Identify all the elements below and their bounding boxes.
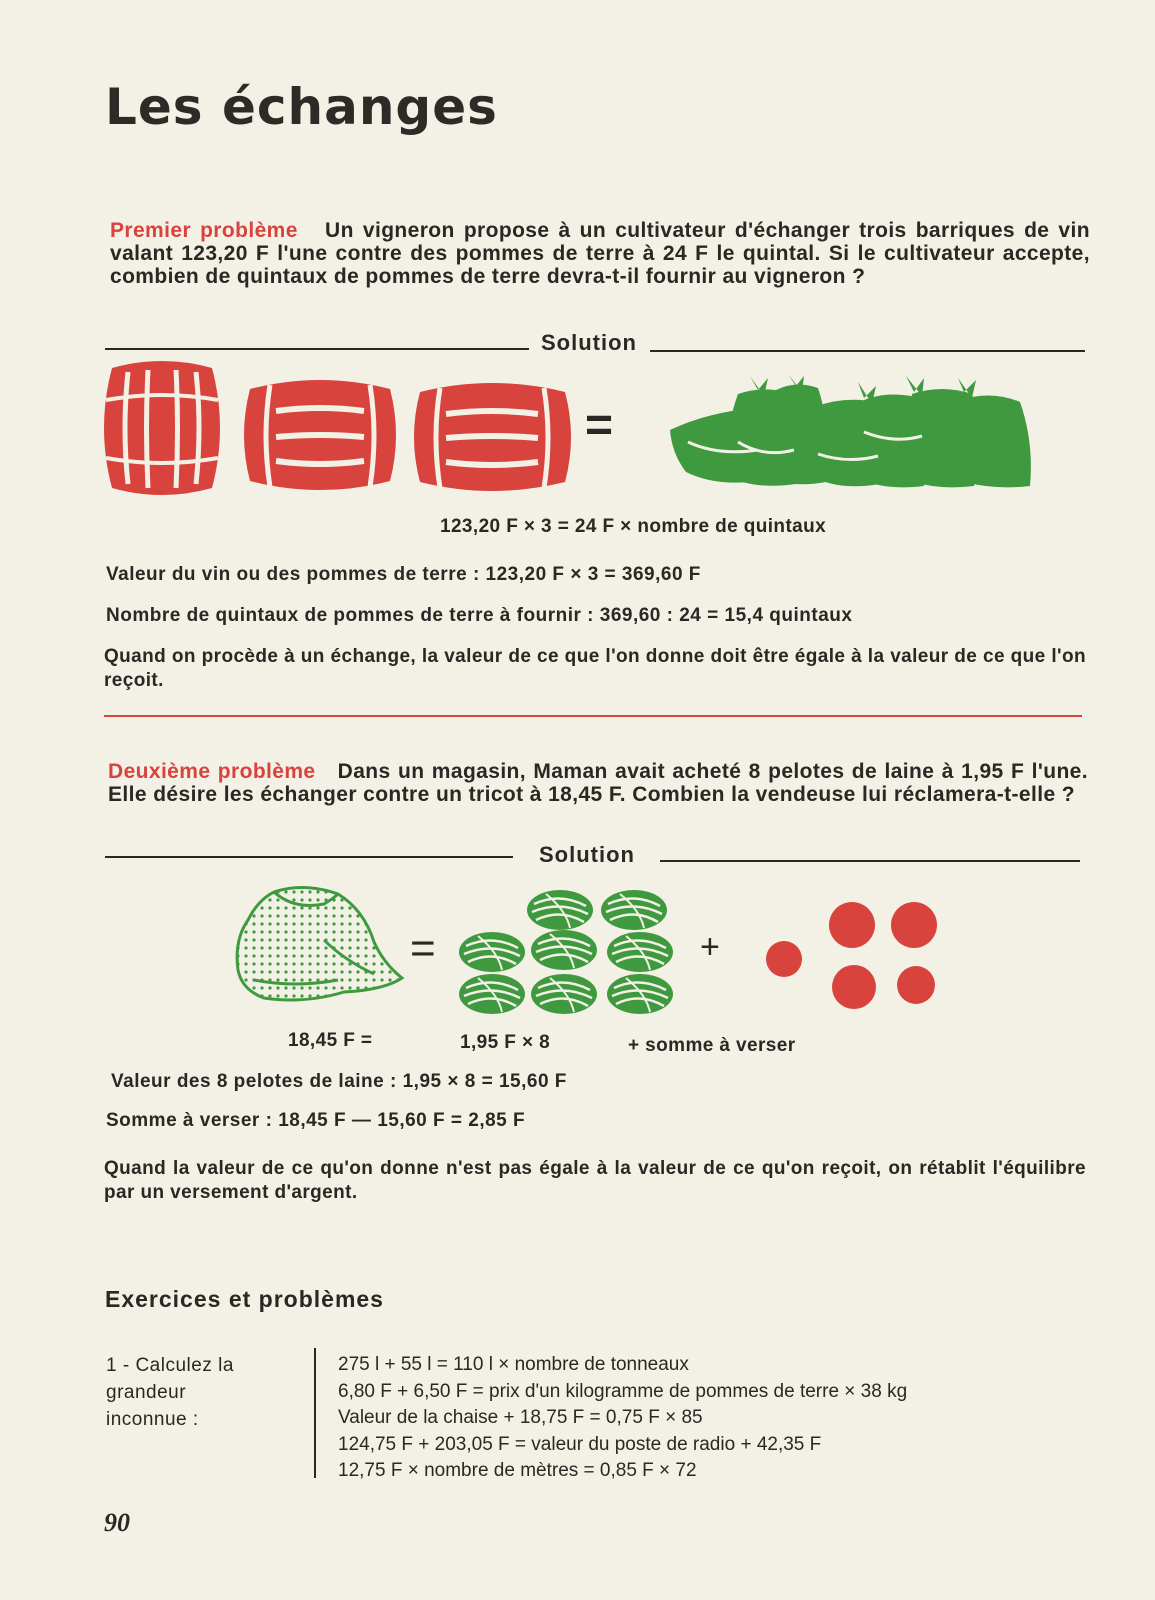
- equals-sign: =: [585, 399, 614, 452]
- exercise-item: 275 l + 55 l = 110 l × nombre de tonneaux: [338, 1354, 689, 1375]
- problem1-rule: Quand on procède à un échange, la valeur de ce que l'on donne doit être égale à la valeur de ce que l'on reçoit.: [104, 646, 1086, 691]
- coin-icon: [832, 965, 876, 1009]
- problem2-line1: Valeur des 8 pelotes de laine : 1,95 × 8 = 15,60 F: [111, 1071, 567, 1092]
- problem2-line2: Somme à verser : 18,45 F — 15,60 F = 2,85 F: [106, 1110, 526, 1131]
- exercise-item: 124,75 F + 203,05 F = valeur du poste de radio + 42,35 F: [338, 1433, 822, 1455]
- coins: [760, 895, 950, 1015]
- exercise1-label: 1 - Calculez la grandeur inconnue :: [106, 1355, 234, 1430]
- yarn-balls: [456, 888, 686, 1018]
- yarn-ball-icon: [531, 974, 597, 1014]
- yarn-ball-icon: [459, 932, 525, 972]
- problem1-caption: 123,20 F × 3 = 24 F × nombre de quintaux: [440, 516, 827, 537]
- problem1-line1: Valeur du vin ou des pommes de terre : 123,20 F × 3 = 369,60 F: [106, 564, 701, 585]
- problem2-solution-label: Solution: [539, 842, 635, 867]
- exercise-item: 6,80 F + 6,50 F = prix d'un kilogramme de pommes de terre × 38 kg: [338, 1380, 908, 1402]
- exercise1-items: [338, 1352, 907, 1485]
- problem1-text: Un vigneron propose à un cultivateur d'échanger trois barriques de vin valant 123,20 F l'une contre des pommes de terre à 24 F le quintal. Si le cultivateur accepte, combien de quintaux de pommes de terre devra-t-il fournir au vigneron ?: [110, 219, 1090, 288]
- divider: [105, 348, 529, 350]
- divider: [105, 856, 513, 858]
- barrel-icon: [410, 378, 575, 496]
- problem1-solution-label: Solution: [541, 330, 637, 355]
- problem2-rule: Quand la valeur de ce qu'on donne n'est pas égale à la valeur de ce qu'on reçoit, on rétablit l'équilibre par un versement d'argent.: [104, 1158, 1086, 1203]
- yarn-ball-icon: [531, 930, 597, 970]
- equals-sign: =: [410, 924, 436, 973]
- barrel-icon: [240, 375, 400, 495]
- problem1-line2: Nombre de quintaux de pommes de terre à fournir : 369,60 : 24 = 15,4 quintaux: [106, 605, 853, 626]
- coin-icon: [829, 902, 875, 948]
- yarn-ball-icon: [607, 932, 673, 972]
- exercise-bracket: [314, 1348, 316, 1478]
- divider: [660, 860, 1080, 862]
- yarn-ball-icon: [459, 974, 525, 1014]
- yarn-ball-icon: [607, 974, 673, 1014]
- divider: [650, 350, 1085, 352]
- coin-icon: [897, 966, 935, 1004]
- coin-icon: [766, 941, 802, 977]
- potato-sack-icon: [668, 372, 1038, 492]
- yarn-ball-icon: [527, 890, 593, 930]
- yarn-ball-icon: [601, 890, 667, 930]
- exercise-item: 12,75 F × nombre de mètres = 0,85 F × 72: [338, 1460, 697, 1481]
- exercises-heading: Exercices et problèmes: [105, 1286, 384, 1312]
- problem1-heading: Premier problème: [110, 219, 298, 242]
- exercise-item: Valeur de la chaise + 18,75 F = 0,75 F × 85: [338, 1407, 703, 1428]
- problem2-caption-right: + somme à verser: [628, 1035, 796, 1056]
- problem2-caption-mid: 1,95 F × 8: [460, 1032, 551, 1053]
- page-title: Les échanges: [105, 78, 498, 136]
- sweater-icon: [234, 880, 406, 1010]
- problem1-statement: [110, 219, 1090, 288]
- plus-sign: +: [700, 928, 720, 966]
- page-number: 90: [104, 1508, 130, 1537]
- section-divider: [104, 715, 1082, 717]
- problem2-statement: [108, 760, 1088, 806]
- problem2-heading: Deuxième problème: [108, 760, 316, 783]
- problem2-text: Dans un magasin, Maman avait acheté 8 pelotes de laine à 1,95 F l'une. Elle désire les échanger contre un tricot à 18,45 F. Combien la vendeuse lui réclamera-t-elle ?: [108, 760, 1088, 806]
- barrel-icon: [98, 360, 226, 496]
- coin-icon: [891, 902, 937, 948]
- problem2-caption-left: 18,45 F =: [288, 1030, 373, 1051]
